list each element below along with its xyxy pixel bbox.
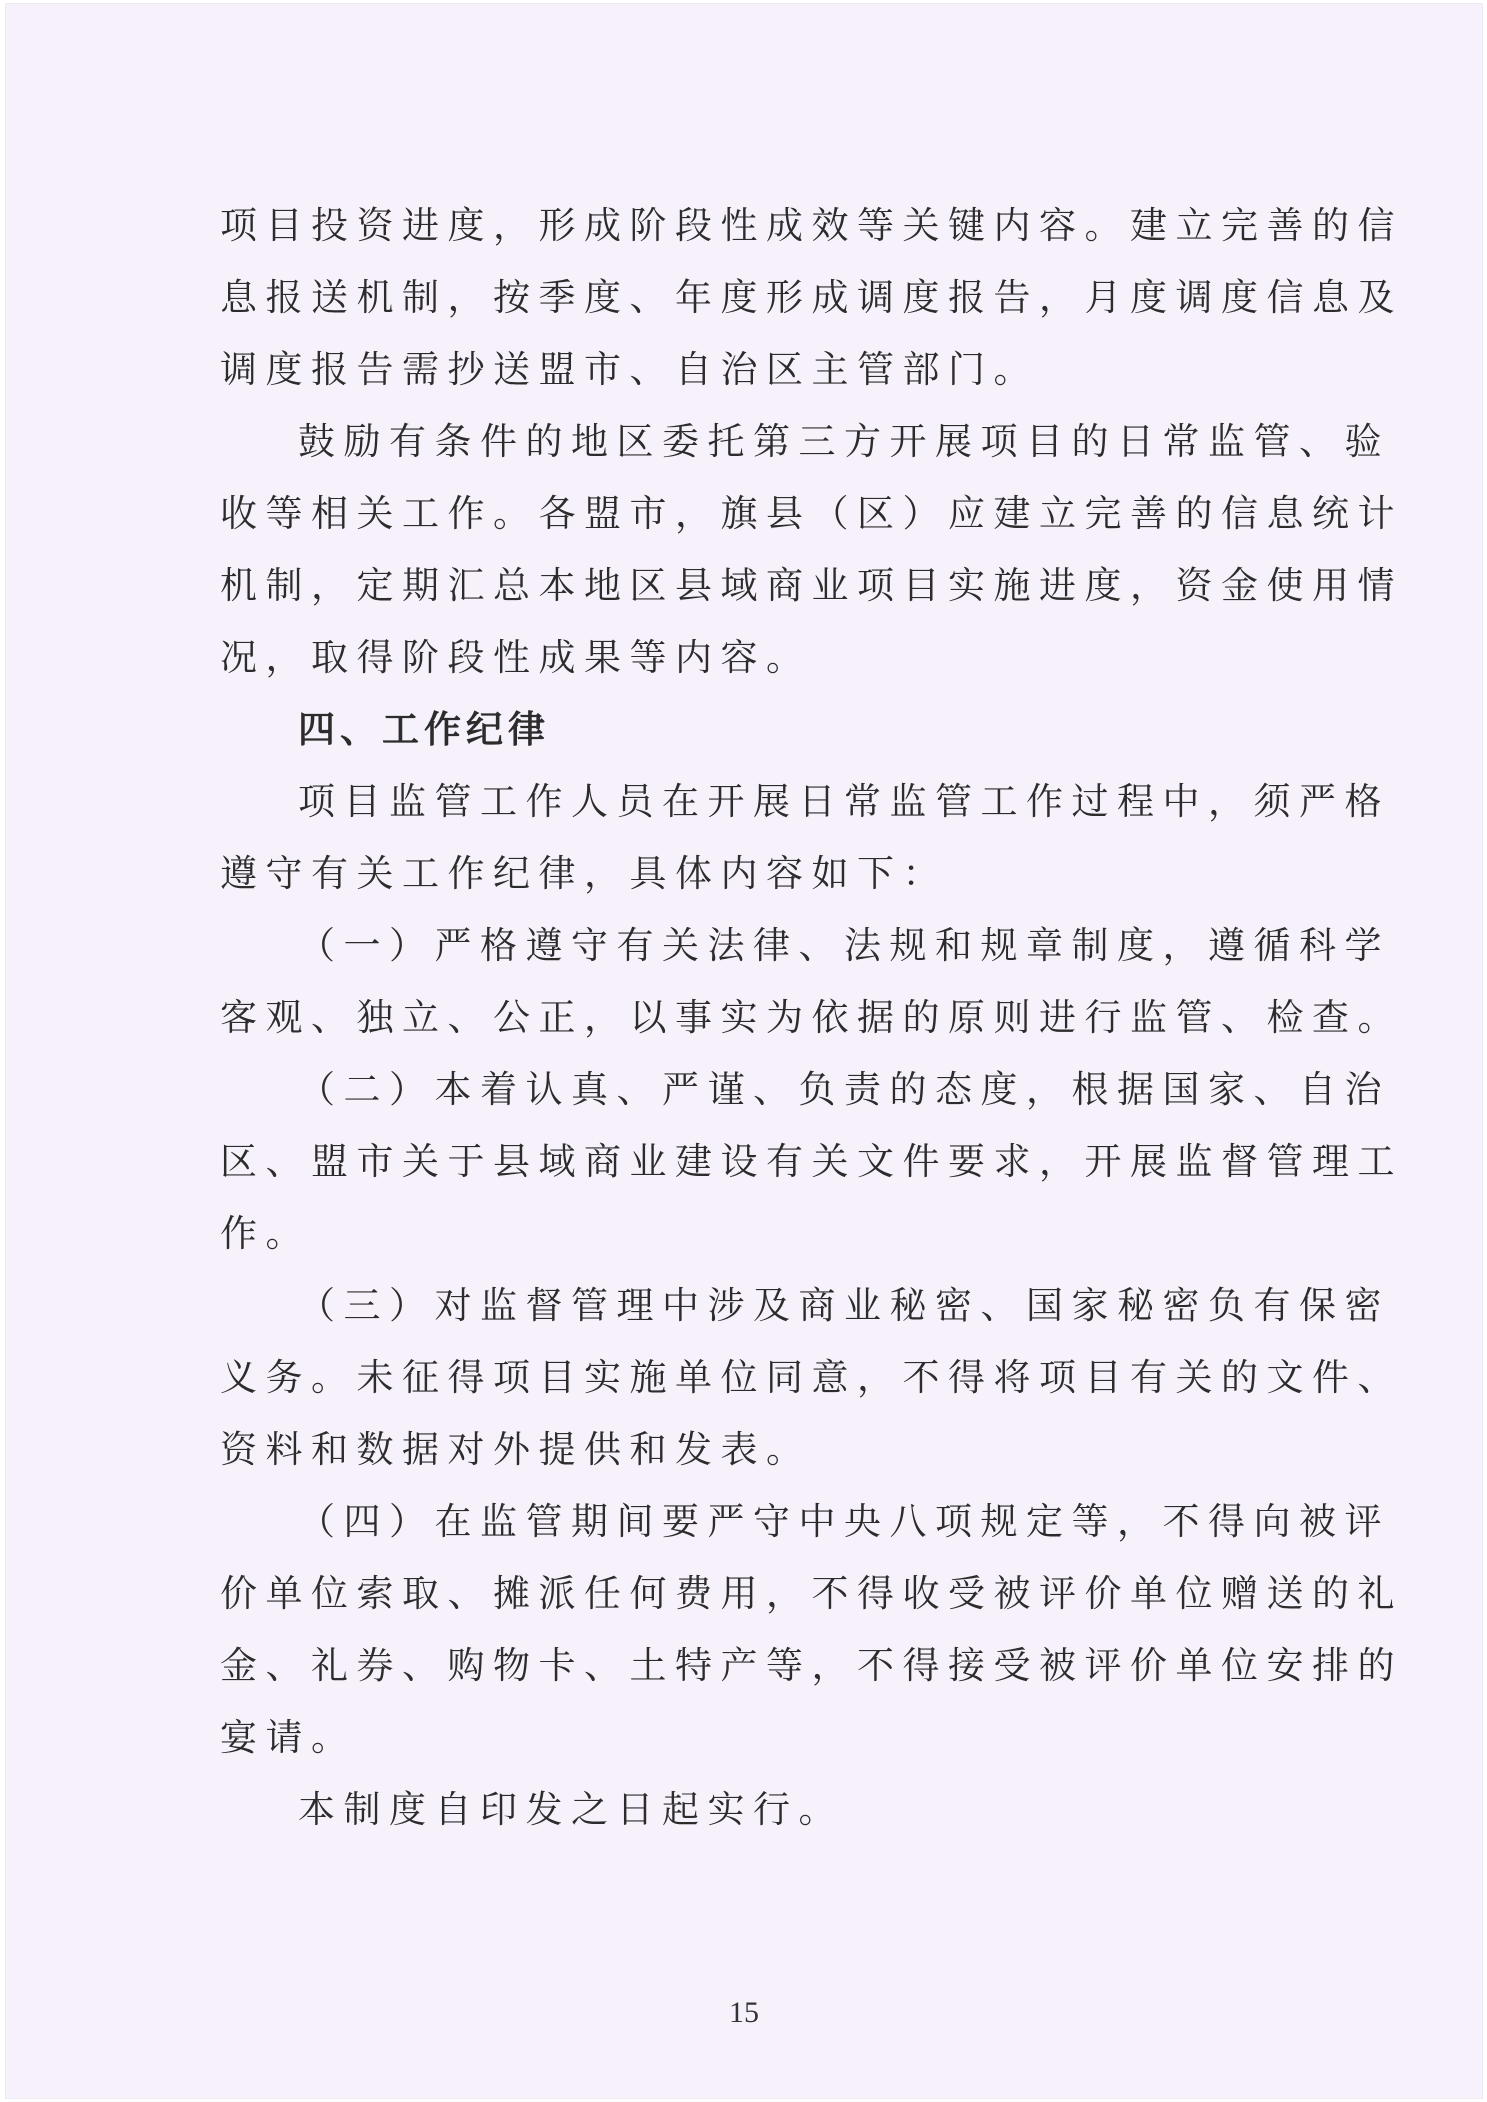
document-page [6,4,1482,2098]
page-number: 15 [729,1996,759,2029]
section-heading: 四、工作纪律 [298,708,550,751]
list-item-line: （二）本着认真、严谨、负责的态度，根据国家、自治 [298,1068,1390,1111]
body-line: 资料和数据对外提供和发表。 [220,1428,812,1471]
document-body [220,190,1403,1846]
body-line: 息报送机制，按季度、年度形成调度报告，月度调度信息及 [220,276,1403,319]
list-item-line: （三）对监督管理中涉及商业秘密、国家秘密负有保密 [298,1284,1390,1327]
body-line: 机制，定期汇总本地区县域商业项目实施进度，资金使用情 [220,564,1403,607]
body-line: 作。 [220,1212,311,1255]
list-item-line: （一）严格遵守有关法律、法规和规章制度，遵循科学 [298,924,1390,967]
body-line: 义务。未征得项目实施单位同意，不得将项目有关的文件、 [220,1356,1403,1399]
body-line: 遵守有关工作纪律，具体内容如下： [220,852,948,895]
body-line: 况，取得阶段性成果等内容。 [220,636,812,679]
body-line: 宴请。 [220,1716,357,1759]
body-line: 区、盟市关于县域商业建设有关文件要求，开展监督管理工 [220,1140,1403,1183]
paragraph-start-line: 项目监管工作人员在开展日常监管工作过程中，须严格 [298,780,1390,823]
body-line: 金、礼券、购物卡、土特产等，不得接受被评价单位安排的 [220,1644,1403,1687]
closing-line: 本制度自印发之日起实行。 [298,1788,844,1831]
paragraph-start-line: 鼓励有条件的地区委托第三方开展项目的日常监管、验 [298,420,1390,463]
body-line: 价单位索取、摊派任何费用，不得收受被评价单位赠送的礼 [220,1572,1403,1615]
body-line: 客观、独立、公正，以事实为依据的原则进行监管、检查。 [220,996,1403,1039]
body-line: 调度报告需抄送盟市、自治区主管部门。 [220,348,1039,391]
body-line: 项目投资进度，形成阶段性成效等关键内容。建立完善的信 [220,204,1403,247]
body-line: 收等相关工作。各盟市，旗县（区）应建立完善的信息统计 [220,492,1403,535]
list-item-line: （四）在监管期间要严守中央八项规定等，不得向被评 [298,1500,1390,1543]
